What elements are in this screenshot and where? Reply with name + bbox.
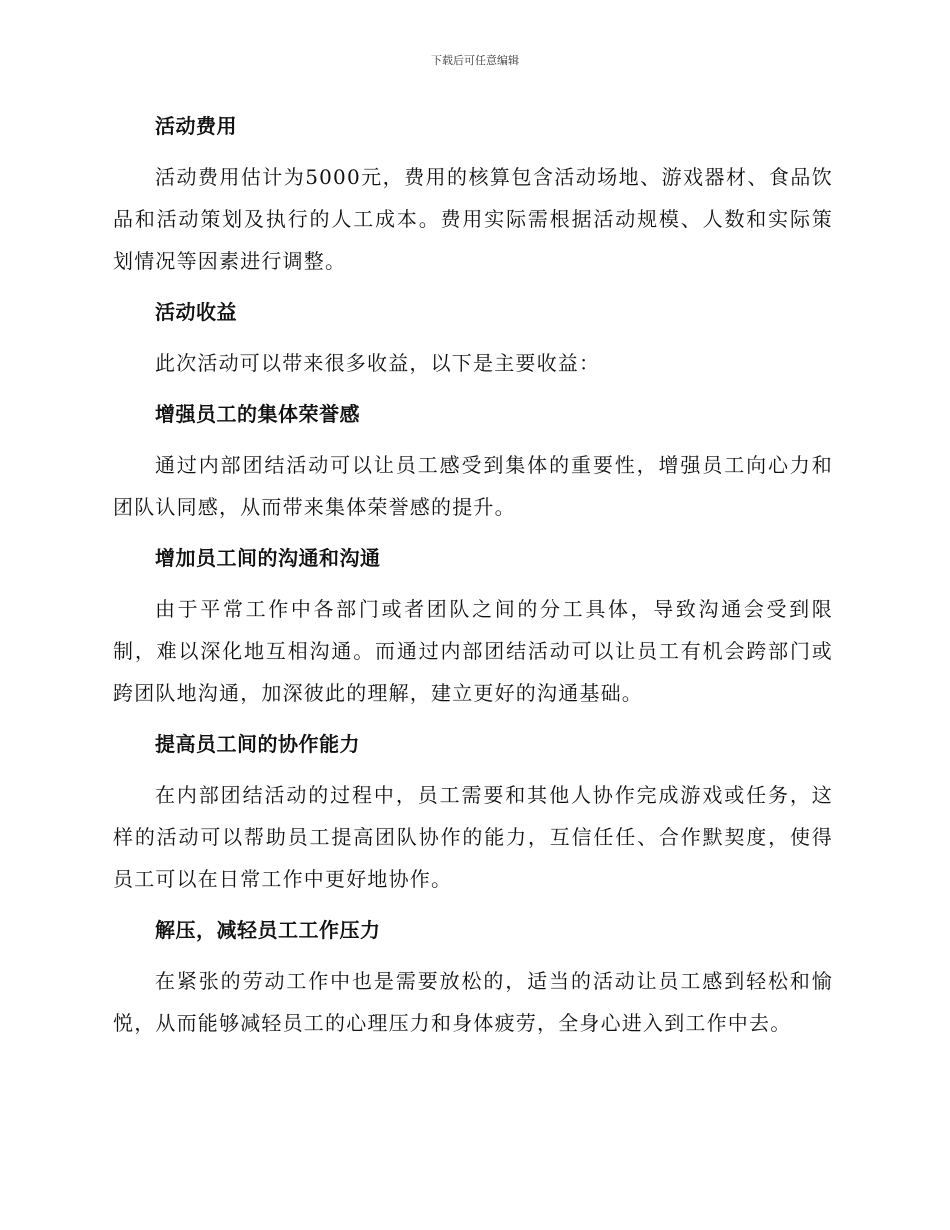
section-heading-stress-relief: 解压，减轻员工工作压力	[155, 918, 381, 942]
document-body	[113, 106, 833, 1054]
section-heading-honor: 增强员工的集体荣誉感	[155, 402, 360, 426]
section-heading-communication: 增加员工间的沟通和沟通	[155, 546, 381, 570]
section-paragraph-honor: 通过内部团结活动可以让员工感受到集体的重要性，增强员工向心力和团队认同感，从而带来集体荣誉感的提升。	[113, 453, 833, 519]
section-heading-cost: 活动费用	[155, 114, 237, 138]
section-heading-benefits: 活动收益	[155, 300, 237, 324]
section-paragraph-communication: 由于平常工作中各部门或者团队之间的分工具体，导致沟通会受到限制，难以深化地互相沟通。而通过内部团结活动可以让员工有机会跨部门或跨团队地沟通，加深彼此的理解，建立更好的沟通基础。	[113, 597, 833, 705]
section-paragraph-collaboration: 在内部团结活动的过程中，员工需要和其他人协作完成游戏或任务，这样的活动可以帮助员工提高团队协作的能力，互信任任、合作默契度，使得员工可以在日常工作中更好地协作。	[113, 783, 833, 891]
section-paragraph-stress-relief: 在紧张的劳动工作中也是需要放松的，适当的活动让员工感到轻松和愉悦，从而能够减轻员工的心理压力和身体疲劳，全身心进入到工作中去。	[113, 969, 833, 1035]
section-paragraph-cost: 活动费用估计为5000元，费用的核算包含活动场地、游戏器材、食品饮品和活动策划及执行的人工成本。费用实际需根据活动规模、人数和实际策划情况等因素进行调整。	[113, 165, 833, 273]
section-paragraph-benefits: 此次活动可以带来很多收益，以下是主要收益：	[155, 351, 601, 375]
section-heading-collaboration: 提高员工间的协作能力	[155, 732, 360, 756]
page-header: 下载后可任意编辑	[431, 54, 519, 67]
